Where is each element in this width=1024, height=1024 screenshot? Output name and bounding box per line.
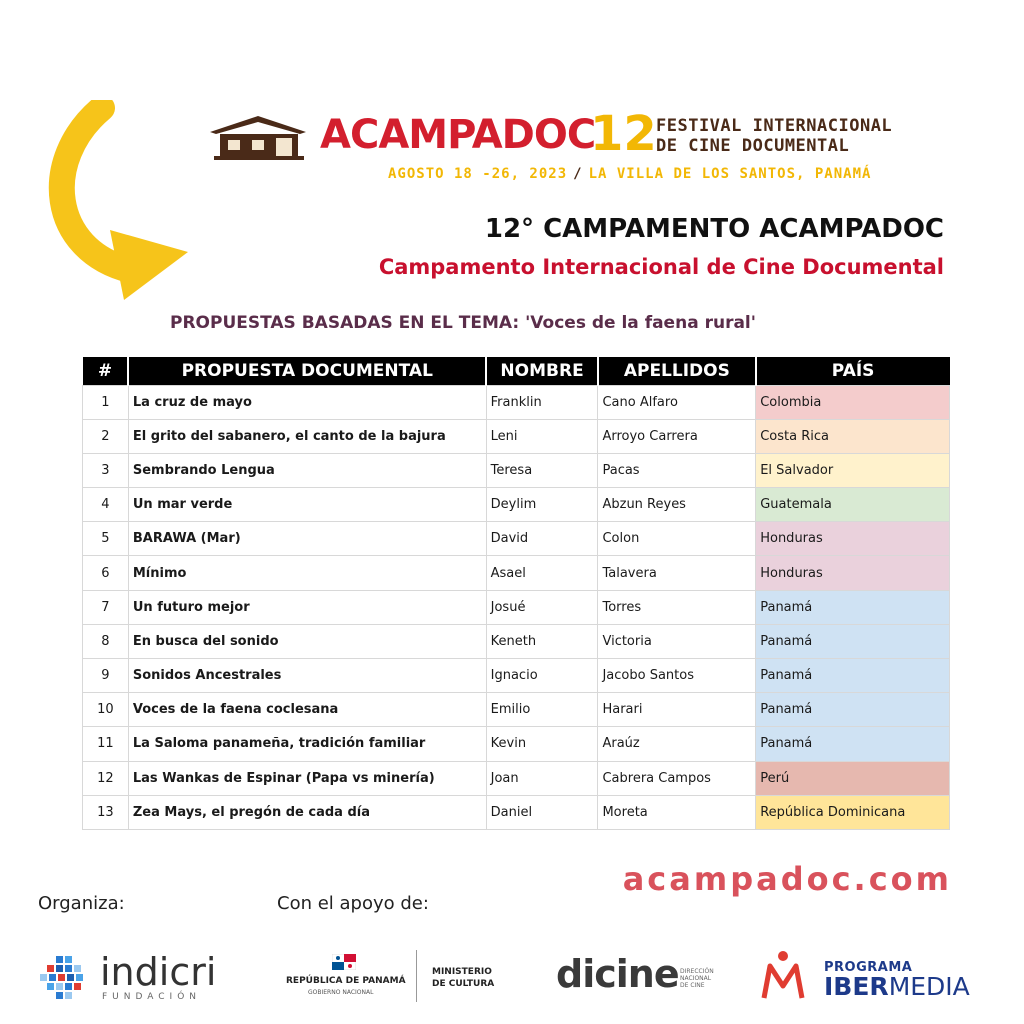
- panama-republic-text: REPÚBLICA DE PANAMÁ: [286, 976, 406, 986]
- row-number: 12: [83, 761, 129, 795]
- row-pais: Costa Rica: [756, 419, 950, 453]
- table-row: [83, 761, 950, 795]
- apoyo-label: Con el apoyo de:: [277, 893, 429, 914]
- row-apellidos: Jacobo Santos: [598, 659, 756, 693]
- dicine-line2: NACIONAL: [680, 975, 712, 982]
- row-number: 5: [83, 522, 129, 556]
- indicri-logo: [40, 950, 230, 1006]
- ibermedia-name: [824, 972, 970, 1002]
- row-propuesta: La cruz de mayo: [128, 385, 486, 419]
- table-header-row: [83, 357, 950, 385]
- house-logo-icon: [206, 112, 310, 162]
- logo-divider: [416, 950, 417, 1002]
- row-pais: Honduras: [756, 556, 950, 590]
- festival-subtitle-line1: FESTIVAL INTERNACIONAL: [656, 116, 893, 136]
- row-apellidos: Cabrera Campos: [598, 761, 756, 795]
- row-propuesta: Mínimo: [128, 556, 486, 590]
- festival-subtitle: [656, 116, 892, 156]
- row-propuesta: Un mar verde: [128, 488, 486, 522]
- table-row: [83, 522, 950, 556]
- header-apellidos: APELLIDOS: [598, 357, 756, 385]
- table-row: [83, 488, 950, 522]
- row-nombre: Deylim: [486, 488, 598, 522]
- ministry-text: [432, 966, 494, 990]
- ibermedia-iber: IBER: [824, 972, 889, 1001]
- website-link[interactable]: acampadoc.com: [622, 860, 952, 898]
- row-propuesta: Voces de la faena coclesana: [128, 693, 486, 727]
- proposals-table: [82, 357, 950, 830]
- indicri-name: indicri: [100, 950, 217, 994]
- row-pais: Panamá: [756, 624, 950, 658]
- row-apellidos: Pacas: [598, 453, 756, 487]
- row-nombre: Emilio: [486, 693, 598, 727]
- row-apellidos: Araúz: [598, 727, 756, 761]
- row-number: 11: [83, 727, 129, 761]
- page-title: 12° CAMPAMENTO ACAMPADOC: [484, 214, 944, 244]
- row-propuesta: La Saloma panameña, tradición familiar: [128, 727, 486, 761]
- row-nombre: Teresa: [486, 453, 598, 487]
- row-number: 4: [83, 488, 129, 522]
- row-pais: Panamá: [756, 590, 950, 624]
- row-nombre: Franklin: [486, 385, 598, 419]
- row-nombre: Keneth: [486, 624, 598, 658]
- header-number: #: [83, 357, 129, 385]
- row-pais: Guatemala: [756, 488, 950, 522]
- row-apellidos: Talavera: [598, 556, 756, 590]
- row-propuesta: Sembrando Lengua: [128, 453, 486, 487]
- header-propuesta: PROPUESTA DOCUMENTAL: [128, 357, 486, 385]
- row-apellidos: Harari: [598, 693, 756, 727]
- date-separator: /: [573, 166, 583, 182]
- row-number: 7: [83, 590, 129, 624]
- panama-flag-icon: [332, 954, 356, 970]
- row-apellidos: Colon: [598, 522, 756, 556]
- row-nombre: Ignacio: [486, 659, 598, 693]
- festival-location: LA VILLA DE LOS SANTOS, PANAMÁ: [588, 166, 872, 182]
- ibermedia-program-text: PROGRAMA: [824, 960, 913, 975]
- row-propuesta: Zea Mays, el pregón de cada día: [128, 795, 486, 829]
- row-number: 1: [83, 385, 129, 419]
- panama-culture-logo: [286, 950, 506, 1006]
- row-nombre: Joan: [486, 761, 598, 795]
- row-apellidos: Moreta: [598, 795, 756, 829]
- row-pais: República Dominicana: [756, 795, 950, 829]
- table-row: [83, 590, 950, 624]
- table-row: [83, 419, 950, 453]
- table-row: [83, 453, 950, 487]
- row-number: 2: [83, 419, 129, 453]
- row-apellidos: Cano Alfaro: [598, 385, 756, 419]
- table-row: [83, 795, 950, 829]
- row-propuesta: BARAWA (Mar): [128, 522, 486, 556]
- row-nombre: Kevin: [486, 727, 598, 761]
- festival-logo-name: ACAMPADOC: [320, 112, 596, 158]
- row-pais: Panamá: [756, 659, 950, 693]
- row-nombre: Asael: [486, 556, 598, 590]
- festival-logo-number: 12: [590, 106, 657, 162]
- dicine-subtitle: [680, 968, 714, 989]
- dicine-logo: [556, 950, 726, 1006]
- row-nombre: Josué: [486, 590, 598, 624]
- row-number: 10: [83, 693, 129, 727]
- row-pais: Perú: [756, 761, 950, 795]
- table-row: [83, 385, 950, 419]
- row-number: 9: [83, 659, 129, 693]
- row-pais: Panamá: [756, 727, 950, 761]
- row-propuesta: El grito del sabanero, el canto de la bajura: [128, 419, 486, 453]
- organiza-label: Organiza:: [38, 893, 125, 914]
- row-pais: Honduras: [756, 522, 950, 556]
- festival-dates-location: [388, 166, 871, 182]
- dicine-name: dicine: [556, 952, 679, 996]
- row-propuesta: Las Wankas de Espinar (Papa vs minería): [128, 761, 486, 795]
- panama-government-text: GOBIERNO NACIONAL: [308, 989, 374, 996]
- row-pais: Colombia: [756, 385, 950, 419]
- row-apellidos: Arroyo Carrera: [598, 419, 756, 453]
- ibermedia-logo: [760, 950, 990, 1006]
- row-apellidos: Victoria: [598, 624, 756, 658]
- row-propuesta: Un futuro mejor: [128, 590, 486, 624]
- indicri-subtitle: FUNDACIÓN: [102, 992, 202, 1002]
- header-pais: PAÍS: [756, 357, 950, 385]
- yellow-arrow-icon: [40, 100, 200, 310]
- table-row: [83, 556, 950, 590]
- row-propuesta: Sonidos Ancestrales: [128, 659, 486, 693]
- dicine-line3: DE CINE: [680, 982, 705, 989]
- festival-subtitle-line2: DE CINE DOCUMENTAL: [656, 136, 850, 156]
- ministry-line1: MINISTERIO: [432, 967, 492, 977]
- row-number: 8: [83, 624, 129, 658]
- row-nombre: Daniel: [486, 795, 598, 829]
- indicri-dots-icon: [40, 956, 90, 1000]
- ibermedia-media: MEDIA: [888, 972, 970, 1001]
- table-row: [83, 693, 950, 727]
- header-nombre: NOMBRE: [486, 357, 598, 385]
- row-apellidos: Torres: [598, 590, 756, 624]
- row-nombre: Leni: [486, 419, 598, 453]
- row-pais: El Salvador: [756, 453, 950, 487]
- row-propuesta: En busca del sonido: [128, 624, 486, 658]
- row-nombre: David: [486, 522, 598, 556]
- ibermedia-mark-icon: [760, 950, 806, 1000]
- table-row: [83, 659, 950, 693]
- dicine-line1: DIRECCIÓN: [680, 968, 714, 975]
- page-subtitle: Campamento Internacional de Cine Documental: [378, 255, 944, 279]
- row-number: 6: [83, 556, 129, 590]
- row-number: 3: [83, 453, 129, 487]
- festival-dates: AGOSTO 18 -26, 2023: [388, 166, 568, 182]
- theme-heading: PROPUESTAS BASADAS EN EL TEMA: 'Voces de la faena rural': [170, 313, 756, 333]
- ministry-line2: DE CULTURA: [432, 979, 495, 989]
- row-pais: Panamá: [756, 693, 950, 727]
- table-row: [83, 624, 950, 658]
- row-apellidos: Abzun Reyes: [598, 488, 756, 522]
- table-row: [83, 727, 950, 761]
- row-number: 13: [83, 795, 129, 829]
